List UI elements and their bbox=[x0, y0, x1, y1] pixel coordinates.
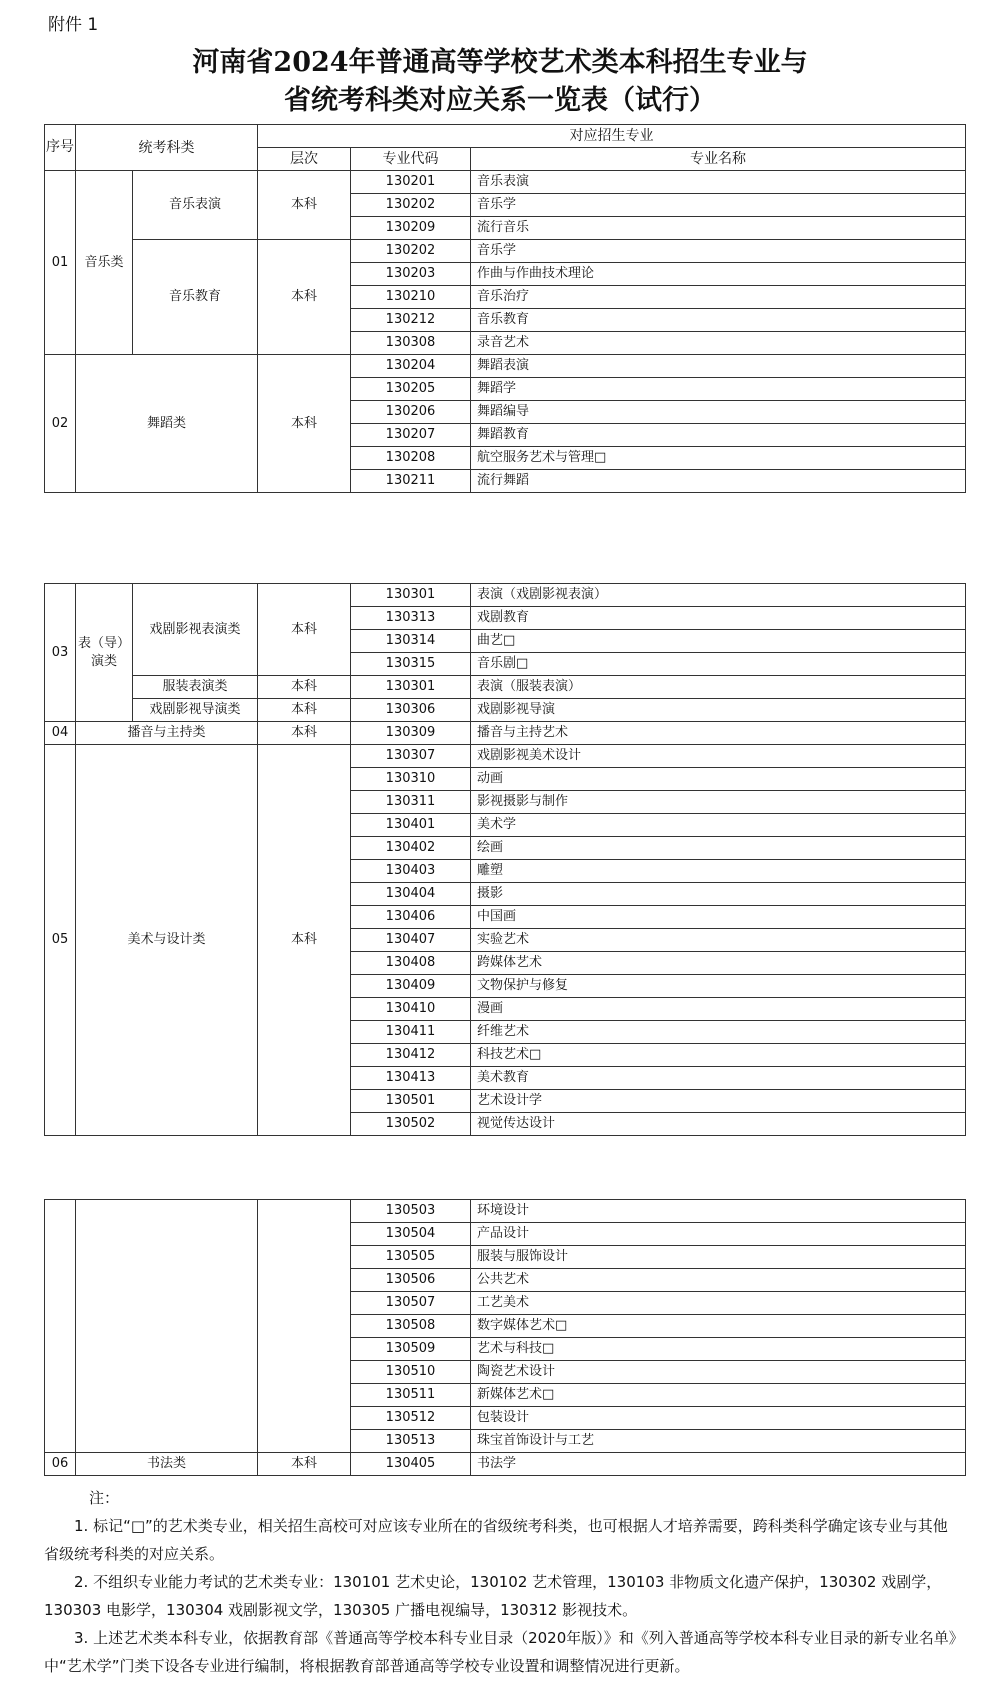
header-mapped: 对应招生专业 bbox=[258, 125, 966, 148]
name-cell: 舞蹈学 bbox=[471, 378, 966, 401]
level-cell: 本科 bbox=[258, 722, 351, 745]
mapping-table-part1 bbox=[44, 124, 966, 493]
code-cell: 130410 bbox=[351, 998, 471, 1021]
code-cell: 130506 bbox=[351, 1269, 471, 1292]
notes-section bbox=[44, 1484, 959, 1680]
name-cell: 工艺美术 bbox=[471, 1292, 966, 1315]
level-cell bbox=[258, 1200, 351, 1453]
code-cell: 130206 bbox=[351, 401, 471, 424]
code-cell: 130203 bbox=[351, 263, 471, 286]
header-category: 统考科类 bbox=[76, 125, 258, 171]
table-row bbox=[45, 745, 966, 768]
title-line-2: 省统考科类对应关系一览表（试行） bbox=[284, 85, 716, 116]
code-cell: 130315 bbox=[351, 653, 471, 676]
name-cell: 动画 bbox=[471, 768, 966, 791]
name-cell: 流行音乐 bbox=[471, 217, 966, 240]
name-cell: 录音艺术 bbox=[471, 332, 966, 355]
code-cell: 130301 bbox=[351, 676, 471, 699]
name-cell: 绘画 bbox=[471, 837, 966, 860]
table-row bbox=[45, 355, 966, 378]
seq-cell: 03 bbox=[45, 584, 76, 722]
table-row bbox=[45, 699, 966, 722]
code-cell: 130211 bbox=[351, 470, 471, 493]
level-cell: 本科 bbox=[258, 171, 351, 240]
note-1: 1. 标记“□”的艺术类专业，相关招生高校可对应该专业所在的省级统考科类，也可根据人才培养需要，跨科类科学确定该专业与其他省级统考科类的对应关系。 bbox=[44, 1517, 948, 1563]
code-cell: 130202 bbox=[351, 240, 471, 263]
table-header-row bbox=[45, 125, 966, 148]
name-cell: 漫画 bbox=[471, 998, 966, 1021]
code-cell: 130407 bbox=[351, 929, 471, 952]
category-cell: 音乐类 bbox=[76, 171, 133, 355]
code-cell: 130310 bbox=[351, 768, 471, 791]
category-cell bbox=[76, 584, 133, 722]
name-cell: 服装与服饰设计 bbox=[471, 1246, 966, 1269]
code-cell: 130311 bbox=[351, 791, 471, 814]
seq-cell: 01 bbox=[45, 171, 76, 355]
name-cell: 中国画 bbox=[471, 906, 966, 929]
code-cell: 130306 bbox=[351, 699, 471, 722]
code-cell: 130402 bbox=[351, 837, 471, 860]
code-cell: 130309 bbox=[351, 722, 471, 745]
code-cell: 130512 bbox=[351, 1407, 471, 1430]
name-cell: 跨媒体艺术 bbox=[471, 952, 966, 975]
name-cell: 摄影 bbox=[471, 883, 966, 906]
subcategory-cell: 音乐表演 bbox=[133, 171, 258, 240]
name-cell: 科技艺术□ bbox=[471, 1044, 966, 1067]
table-row bbox=[45, 584, 966, 607]
attachment-label: 附件 1 bbox=[48, 15, 99, 35]
level-cell: 本科 bbox=[258, 745, 351, 1136]
code-cell: 130412 bbox=[351, 1044, 471, 1067]
name-cell: 音乐学 bbox=[471, 240, 966, 263]
name-cell: 音乐表演 bbox=[471, 171, 966, 194]
header-level: 层次 bbox=[258, 148, 351, 171]
level-cell: 本科 bbox=[258, 1453, 351, 1476]
code-cell: 130307 bbox=[351, 745, 471, 768]
code-cell: 130209 bbox=[351, 217, 471, 240]
level-cell: 本科 bbox=[258, 699, 351, 722]
code-cell: 130401 bbox=[351, 814, 471, 837]
name-cell: 影视摄影与制作 bbox=[471, 791, 966, 814]
code-cell: 130202 bbox=[351, 194, 471, 217]
code-cell: 130508 bbox=[351, 1315, 471, 1338]
name-cell: 音乐剧□ bbox=[471, 653, 966, 676]
name-cell: 航空服务艺术与管理□ bbox=[471, 447, 966, 470]
mapping-table-part3 bbox=[44, 1199, 966, 1476]
name-cell: 书法学 bbox=[471, 1453, 966, 1476]
seq-cell: 04 bbox=[45, 722, 76, 745]
name-cell: 艺术与科技□ bbox=[471, 1338, 966, 1361]
table-row bbox=[45, 722, 966, 745]
code-cell: 130501 bbox=[351, 1090, 471, 1113]
subcategory-cell: 戏剧影视表演类 bbox=[133, 584, 258, 676]
category-cell: 舞蹈类 bbox=[76, 355, 258, 493]
table-row bbox=[45, 240, 966, 263]
name-cell: 文物保护与修复 bbox=[471, 975, 966, 998]
table-row bbox=[45, 171, 966, 194]
name-cell: 产品设计 bbox=[471, 1223, 966, 1246]
name-cell: 数字媒体艺术□ bbox=[471, 1315, 966, 1338]
header-name: 专业名称 bbox=[471, 148, 966, 171]
seq-cell: 05 bbox=[45, 745, 76, 1136]
code-cell: 130511 bbox=[351, 1384, 471, 1407]
category-cell bbox=[76, 1200, 258, 1453]
name-cell: 实验艺术 bbox=[471, 929, 966, 952]
seq-cell: 06 bbox=[45, 1453, 76, 1476]
name-cell: 艺术设计学 bbox=[471, 1090, 966, 1113]
name-cell: 包装设计 bbox=[471, 1407, 966, 1430]
category-cell: 美术与设计类 bbox=[76, 745, 258, 1136]
code-cell: 130404 bbox=[351, 883, 471, 906]
name-cell: 表演（戏剧影视表演） bbox=[471, 584, 966, 607]
name-cell: 流行舞蹈 bbox=[471, 470, 966, 493]
notes-label: 注： bbox=[89, 1489, 120, 1507]
name-cell: 音乐治疗 bbox=[471, 286, 966, 309]
note-2: 2. 不组织专业能力考试的艺术类专业：130101 艺术史论，130102 艺术管理，130103 非物质文化遗产保护，130302 戏剧学，130303 电影学，130304 戏剧影视文学，130305 广播电视编导，130312 影视技术。 bbox=[44, 1573, 942, 1619]
name-cell: 播音与主持艺术 bbox=[471, 722, 966, 745]
name-cell: 戏剧影视美术设计 bbox=[471, 745, 966, 768]
code-cell: 130403 bbox=[351, 860, 471, 883]
code-cell: 130505 bbox=[351, 1246, 471, 1269]
name-cell: 环境设计 bbox=[471, 1200, 966, 1223]
code-cell: 130208 bbox=[351, 447, 471, 470]
code-cell: 130408 bbox=[351, 952, 471, 975]
note-3: 3. 上述艺术类本科专业，依据教育部《普通高等学校本科专业目录（2020年版）》和《列入普通高等学校本科专业目录的新专业名单》中“艺术学”门类下设各专业进行编制，将根据教育部普通高等学校专业设置和调整情况进行更新。 bbox=[44, 1629, 957, 1675]
name-cell: 珠宝首饰设计与工艺 bbox=[471, 1430, 966, 1453]
name-cell: 音乐学 bbox=[471, 194, 966, 217]
seq-cell bbox=[45, 1200, 76, 1453]
name-cell: 雕塑 bbox=[471, 860, 966, 883]
code-cell: 130308 bbox=[351, 332, 471, 355]
code-cell: 130411 bbox=[351, 1021, 471, 1044]
subcategory-cell: 服装表演类 bbox=[133, 676, 258, 699]
name-cell: 视觉传达设计 bbox=[471, 1113, 966, 1136]
code-cell: 130314 bbox=[351, 630, 471, 653]
name-cell: 音乐教育 bbox=[471, 309, 966, 332]
category-cell: 书法类 bbox=[76, 1453, 258, 1476]
code-cell: 130504 bbox=[351, 1223, 471, 1246]
code-cell: 130503 bbox=[351, 1200, 471, 1223]
name-cell: 新媒体艺术□ bbox=[471, 1384, 966, 1407]
level-cell: 本科 bbox=[258, 355, 351, 493]
title-line-1: 河南省2024年普通高等学校艺术类本科招生专业与 bbox=[192, 47, 808, 78]
code-cell: 130301 bbox=[351, 584, 471, 607]
level-cell: 本科 bbox=[258, 240, 351, 355]
level-cell: 本科 bbox=[258, 584, 351, 676]
name-cell: 舞蹈表演 bbox=[471, 355, 966, 378]
code-cell: 130409 bbox=[351, 975, 471, 998]
table-row bbox=[45, 1453, 966, 1476]
code-cell: 130204 bbox=[351, 355, 471, 378]
name-cell: 舞蹈编导 bbox=[471, 401, 966, 424]
level-cell: 本科 bbox=[258, 676, 351, 699]
name-cell: 戏剧影视导演 bbox=[471, 699, 966, 722]
code-cell: 130405 bbox=[351, 1453, 471, 1476]
name-cell: 纤维艺术 bbox=[471, 1021, 966, 1044]
table-row bbox=[45, 676, 966, 699]
table-row bbox=[45, 1200, 966, 1223]
name-cell: 公共艺术 bbox=[471, 1269, 966, 1292]
category-label: 表（导）演类 bbox=[77, 635, 130, 669]
code-cell: 130513 bbox=[351, 1430, 471, 1453]
code-cell: 130207 bbox=[351, 424, 471, 447]
code-cell: 130510 bbox=[351, 1361, 471, 1384]
code-cell: 130313 bbox=[351, 607, 471, 630]
document-title bbox=[0, 44, 1000, 120]
name-cell: 表演（服装表演） bbox=[471, 676, 966, 699]
subcategory-cell: 戏剧影视导演类 bbox=[133, 699, 258, 722]
name-cell: 作曲与作曲技术理论 bbox=[471, 263, 966, 286]
name-cell: 美术教育 bbox=[471, 1067, 966, 1090]
header-code: 专业代码 bbox=[351, 148, 471, 171]
code-cell: 130406 bbox=[351, 906, 471, 929]
code-cell: 130212 bbox=[351, 309, 471, 332]
code-cell: 130502 bbox=[351, 1113, 471, 1136]
name-cell: 舞蹈教育 bbox=[471, 424, 966, 447]
code-cell: 130509 bbox=[351, 1338, 471, 1361]
code-cell: 130210 bbox=[351, 286, 471, 309]
seq-cell: 02 bbox=[45, 355, 76, 493]
code-cell: 130205 bbox=[351, 378, 471, 401]
header-seq: 序号 bbox=[45, 125, 76, 171]
name-cell: 陶瓷艺术设计 bbox=[471, 1361, 966, 1384]
code-cell: 130413 bbox=[351, 1067, 471, 1090]
name-cell: 戏剧教育 bbox=[471, 607, 966, 630]
name-cell: 曲艺□ bbox=[471, 630, 966, 653]
code-cell: 130507 bbox=[351, 1292, 471, 1315]
category-cell: 播音与主持类 bbox=[76, 722, 258, 745]
mapping-table-part2 bbox=[44, 583, 966, 1136]
code-cell: 130201 bbox=[351, 171, 471, 194]
subcategory-cell: 音乐教育 bbox=[133, 240, 258, 355]
name-cell: 美术学 bbox=[471, 814, 966, 837]
